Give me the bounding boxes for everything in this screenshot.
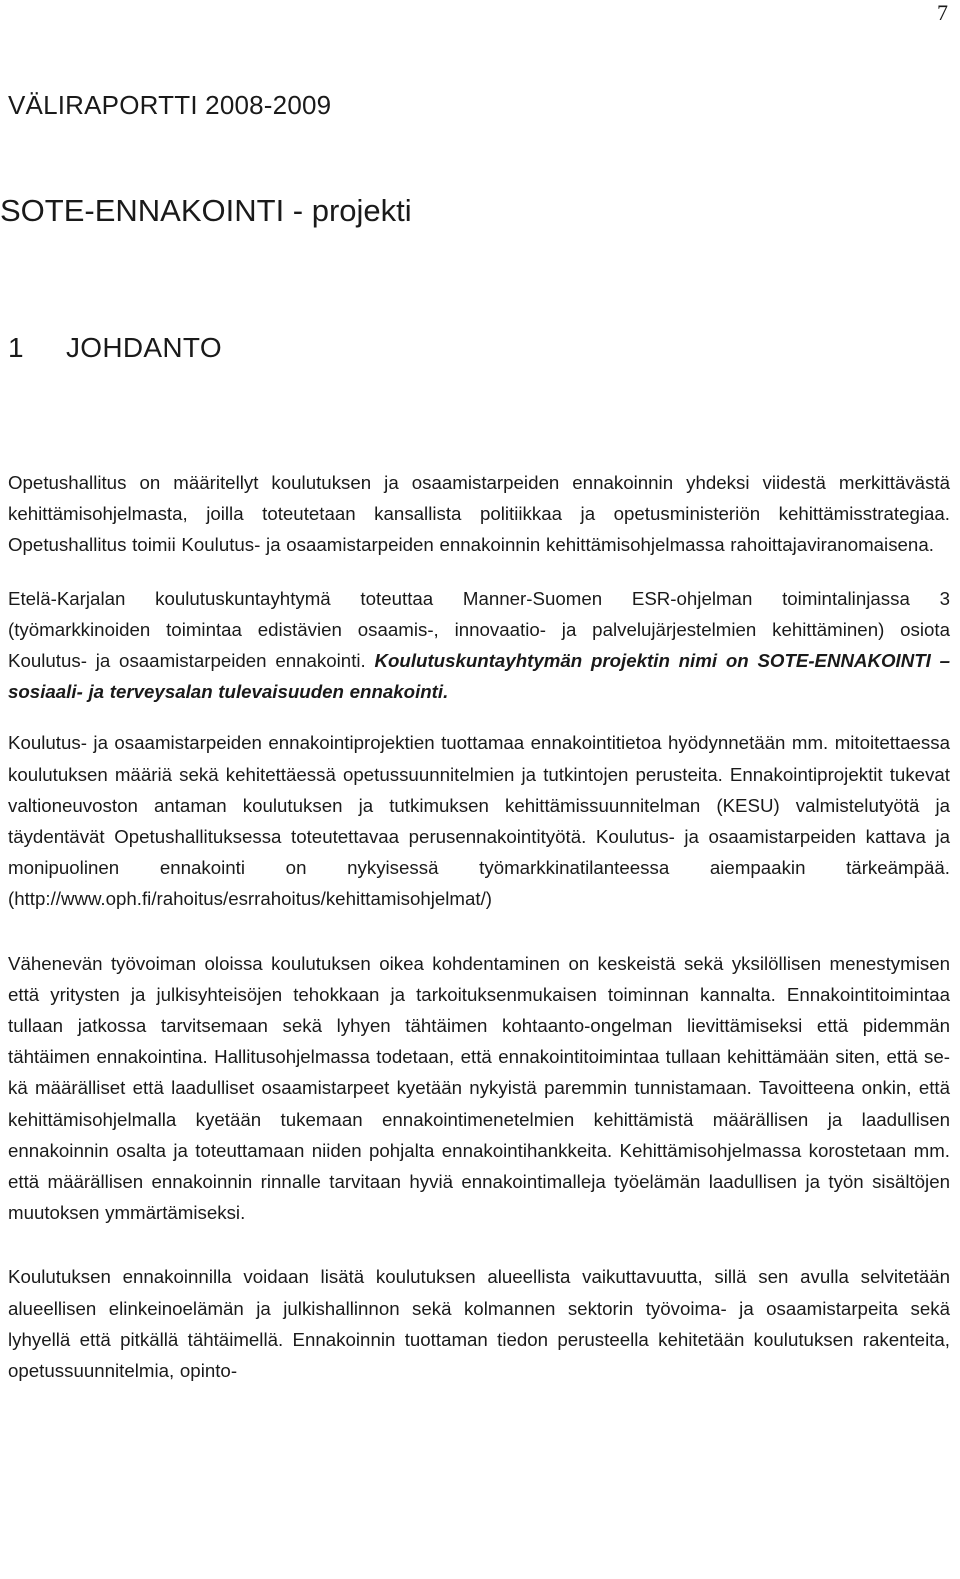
project-title: SOTE-ENNAKOINTI - projekti bbox=[0, 193, 412, 228]
paragraph-foresight-use: Koulutus- ja osaamistarpeiden ennakointiprojektien tuottamaa ennakointitietoa hyödynnetään mm. mitoitettaessa koulutuksen määriä sekä kehitettäessä opetussuunnitelmien ja tutkintojen perusteita. Ennakointiprojektit tukevat valtioneuvoston antaman koulutuksen ja tutkimuksen kehittämissuunnitelman (KESU) valmistelutyötä ja täydentävät Opetushallituksessa toteutettavaa perusennakointityötä. Koulutus- ja osaamistarpeiden kattava ja monipuolinen ennakointi on nykyisessä työmarkkinatilanteessa aiempaakin tärkeämpää. (http://www.oph.fi/rahoitus/esrrahoitus/kehittamisohjelmat/) bbox=[8, 732, 950, 910]
paragraph-labour-force: Vähenevän työvoiman oloissa koulutuksen oikea kohdentaminen on keskeistä sekä yksilöllisen menestymisen että yritysten ja julkisyhteisöjen tehokkaan ja tarkoituksenmukaisen toiminnan kannalta. Ennakointitoimintaa tullaan jatkossa tarvitsemaan sekä lyhyen tähtäimen kohtaanto-ongelman lievittämiseksi että pidemmän tähtäimen ennakointina. Hallitusohjelmassa todetaan, että ennakointitoimintaa tullaan kehittämään siten, että se-kä määrälliset että laadulliset osaamistarpeet kyetään nykyistä paremmin tunnistamaan. Tavoitteena onkin, että kehittämisohjelmalla kyetään tukemaan ennakointimenetelmien kehittämistä määrällisen ja laadullisen ennakoinnin osalta ja toteuttamaan niiden pohjalta ennakointihankkeita. Kehittämisohjelmassa korostetaan mm. että määrällisen ennakoinnin rinnalle tarvitaan hyviä ennakointimalleja työelämän laadullisen ja työn sisältöjen muutoksen ymmärtämiseksi. bbox=[8, 952, 950, 1224]
section-number: 1 bbox=[8, 332, 24, 363]
paragraph-project-text: Etelä-Karjalan koulutuskuntayhtymä toteuttaa Manner-Suomen ESR-ohjelman toimintalinjassa 3 (työmarkkinoiden toimintaa edistävien osaamis-, innovaatio- ja palvelujärjestelmien kehittäminen) osiota Koulutus- ja osaamistarpeiden ennakointi. bbox=[8, 587, 950, 672]
page-number: 7 bbox=[937, 0, 948, 25]
section-heading bbox=[8, 330, 222, 366]
project-name-emphasis: Koulutuskuntayhtymän projektin nimi on SOTE-ENNAKOINTI – sosiaali- ja terveysalan tulevaisuuden ennakointi. bbox=[8, 650, 950, 703]
paragraph-project bbox=[8, 583, 950, 708]
document-body bbox=[8, 467, 950, 1386]
paragraph-intro: Opetushallitus on määritellyt koulutuksen ja osaamistarpeiden ennakoinnin yhdeksi viidestä merkittävästä kehittämisohjelmasta, joilla toteutetaan kansallista politiikkaa ja opetusministeriön kehittämisstrategiaa. Opetushallitus toimii Koulutus- ja osaamistarpeiden ennakoinnin kehittämisohjelmassa rahoittajaviranomaisena. bbox=[8, 472, 950, 556]
report-label: VÄLIRAPORTTI 2008-2009 bbox=[8, 90, 332, 120]
paragraph-regional-impact: Koulutuksen ennakoinnilla voidaan lisätä koulutuksen alueellista vaikuttavuutta, sillä sen avulla selvitetään alueellisen elinkeinoelämän ja julkishallinnon sekä kolmannen sektorin työvoima- ja osaamistarpeita sekä lyhyellä että pitkällä tähtäimellä. Ennakoinnin tuottaman tiedon perusteella kehitetään koulutuksen rakenteita, opetussuunnitelmia, opinto- bbox=[8, 1266, 950, 1382]
section-title: JOHDANTO bbox=[66, 332, 222, 363]
